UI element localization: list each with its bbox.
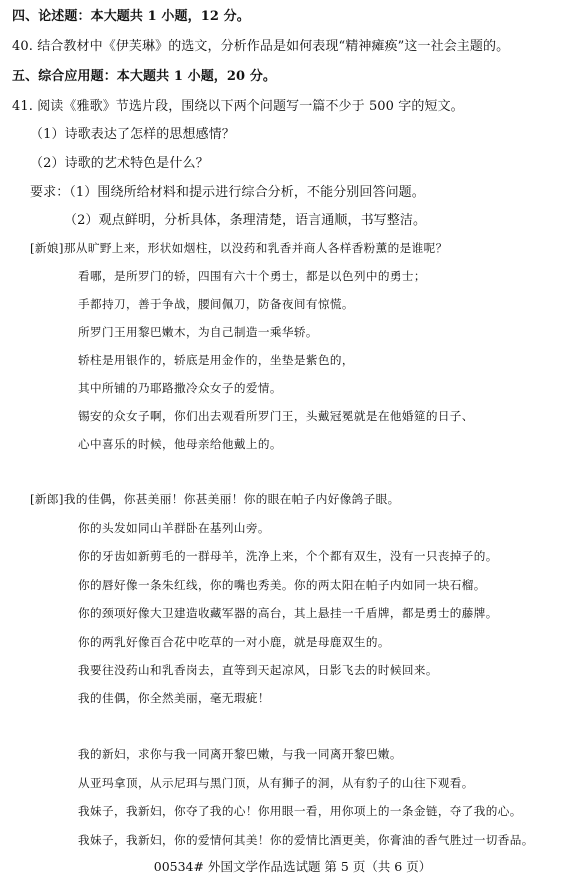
sub-question-2: （2）诗歌的艺术特色是什么？	[30, 156, 209, 171]
poem-line: 我要往没药山和乳香岗去，直等到天起凉风，日影飞去的时候回来。	[78, 663, 438, 677]
poem-line: 你的唇好像一条朱红线，你的嘴也秀美。你的两太阳在帕子内如同一块石榴。	[78, 578, 486, 592]
poem-line: [新郎]我的佳偶，你甚美丽！你甚美丽！你的眼在帕子内好像鸽子眼。	[30, 492, 400, 506]
poem-line: 从亚玛拿顶，从示尼珥与黑门顶，从有狮子的洞，从有豹子的山往下观看。	[78, 776, 474, 790]
poem-line: 你的头发如同山羊群卧在基列山旁。	[78, 521, 270, 535]
question-40: 40. 结合教材中《伊芙琳》的选文，分析作品是如何表现“精神瘫痪”这一社会主题的。	[12, 39, 510, 54]
sub-question-1: （1）诗歌表达了怎样的思想感情？	[30, 127, 235, 142]
poem-line: 我的佳偶，你全然美丽，毫无瑕疵！	[78, 691, 270, 705]
poem-line: 所罗门王用黎巴嫩木，为自己制造一乘华轿。	[78, 325, 318, 339]
poem-line: 你的牙齿如新剪毛的一群母羊，洗净上来，个个都有双生，没有一只丧掉子的。	[78, 549, 498, 563]
poem-line: 心中喜乐的时候，他母亲给他戴上的。	[78, 437, 282, 451]
poem-line: [新娘]那从旷野上来，形状如烟柱，以没药和乳香并商人各样香粉薰的是谁呢？	[30, 241, 448, 255]
poem-line: 轿柱是用银作的，轿底是用金作的，坐垫是紫色的，	[78, 353, 354, 367]
poem-line: 其中所铺的乃耶路撒冷众女子的爱情。	[78, 381, 282, 395]
requirement-1: 要求：（1）围绕所给材料和提示进行综合分析，不能分别回答问题。	[30, 185, 425, 200]
poem-line: 我妹子，我新妇，你夺了我的心！你用眼一看，用你项上的一条金链，夺了我的心。	[78, 804, 522, 818]
question-41: 41. 阅读《雅歌》节选片段，围绕以下两个问题写一篇不少于 500 字的短文。	[12, 99, 464, 114]
poem-line: 你的两乳好像百合花中吃草的一对小鹿，就是母鹿双生的。	[78, 635, 390, 649]
poem-line: 手都持刀，善于争战，腰间佩刀，防备夜间有惊慌。	[78, 297, 354, 311]
page-footer: 00534# 外国文学作品选试题 第 5 页（共 6 页）	[153, 859, 432, 874]
section-five-heading: 五、综合应用题：本大题共 1 小题，20 分。	[12, 69, 277, 84]
poem-line: 你的颈项好像大卫建造收藏军器的高台，其上悬挂一千盾牌，都是勇士的藤牌。	[78, 606, 498, 620]
requirement-2: （2）观点鲜明，分析具体，条理清楚，语言通顺，书写整洁。	[64, 213, 427, 228]
poem-line: 看哪，是所罗门的轿，四围有六十个勇士，都是以色列中的勇士；	[78, 269, 426, 283]
section-four-heading: 四、论述题：本大题共 1 小题，12 分。	[12, 9, 250, 24]
poem-line: 我妹子，我新妇，你的爱情何其美！你的爱情比酒更美，你膏油的香气胜过一切香品。	[78, 833, 534, 847]
poem-line: 我的新妇，求你与我一同离开黎巴嫩，与我一同离开黎巴嫩。	[78, 747, 402, 761]
poem-line: 锡安的众女子啊，你们出去观看所罗门王，头戴冠冕就是在他婚筵的日子、	[78, 409, 474, 423]
